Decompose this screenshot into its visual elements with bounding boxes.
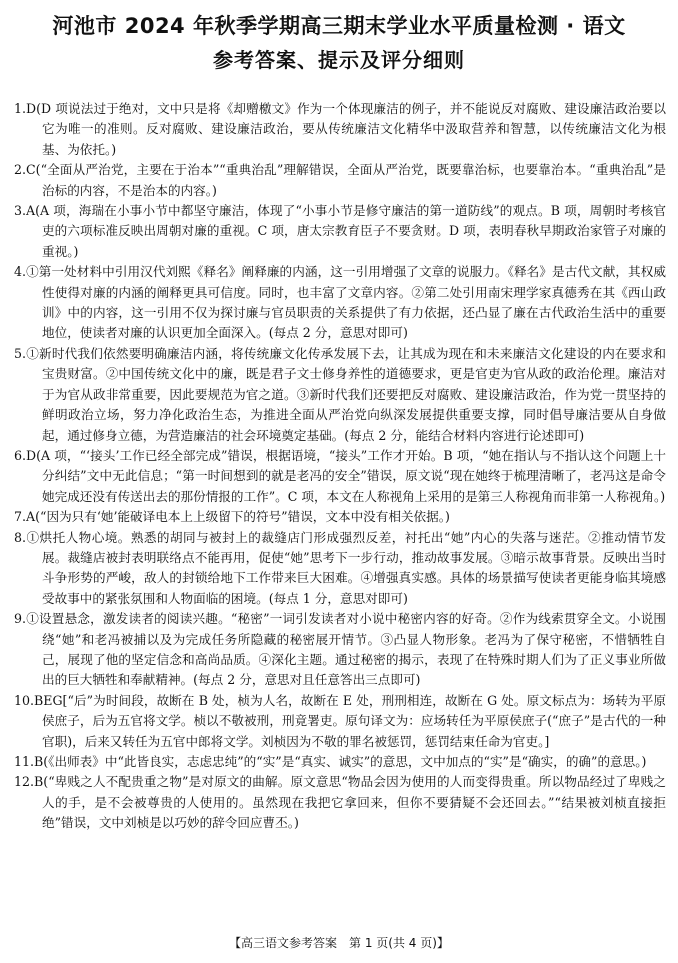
answer-number: 7. bbox=[14, 509, 27, 525]
answer-number: 5. bbox=[14, 345, 27, 361]
answer-number: 4. bbox=[14, 264, 27, 280]
answer-text: D(A 项，“‘接头’工作已经全部完成”错误，根据语境，“接头”工作才开始。B 项，“她在指认与不指认这个问题上十分纠结”文中无此信息；“第一时间想到的就是老冯的安全”错误，原文说“现在她终于梳理清晰了，老冯这是命令她完成还没有传送出去的那份情报的工作”。C 项，本文在人称视角上采用的是第三人称视角而非第一人称视角。) bbox=[26, 447, 666, 504]
answer-item-5 bbox=[14, 344, 666, 446]
answer-text: B(《出师表》中“此皆良实，志虑忠纯”的“实”是“真实、诚实”的意思，文中加点的“实”是“确实，的确”的意思。) bbox=[34, 754, 647, 769]
answer-number: 2. bbox=[14, 162, 27, 178]
answer-text: ①新时代我们依然要明确廉洁内涵，将传统廉文化传承发展下去，让其成为现在和未来廉洁文化建设的内在要求和宝贵财富。②中国传统文化中的廉，既是君子文士修身养性的道德要求，更是官吏为官从政的政治伦理。廉洁对于为官从政非常重要，因此要规范为官之道。③新时代我们还要把反对腐败、建设廉洁政治，作为党一贯坚持的鲜明政治立场，努力净化政治生态，为推进全面从严治党向纵深发展提供重要支撑，同时倡导廉洁要从自身做起，通过修身立德，为营造廉洁的社会环境奠定基础。(每点 2 分，能结合材料内容进行论述即可) bbox=[26, 345, 666, 443]
page-title: 河池市 2024 年秋季学期高三期末学业水平质量检测 · 语文 bbox=[52, 14, 626, 38]
answer-item-8 bbox=[14, 528, 666, 610]
answer-item-3 bbox=[14, 201, 666, 262]
answer-text: C(“全面从严治党，主要在于治本”“重典治乱”理解错误，全面从严治党，既要靠治标，也要靠治本。“重典治乱”是治标的内容，不是治本的内容。) bbox=[26, 162, 666, 198]
answer-number: 8. bbox=[14, 529, 27, 545]
answer-number: 9. bbox=[14, 611, 27, 627]
answer-text: A(A 项，海瑞在小事小节中都坚守廉洁，体现了“小事小节是修守廉洁的第一道防线”的观点。B 项，周朝时考核官吏的六项标准反映出周朝对廉的重视。C 项，唐太宗教育臣子不要贪财。D 项，表明春秋早期政治家管子对廉的重视。) bbox=[26, 203, 666, 259]
page-footer: 【高三语文参考答案 第 1 页(共 4 页)】 bbox=[229, 936, 449, 950]
page-subtitle: 参考答案、提示及评分细则 bbox=[213, 48, 465, 72]
answer-item-12 bbox=[14, 772, 666, 833]
answer-item-1 bbox=[14, 99, 666, 160]
answer-number: 11. bbox=[14, 754, 35, 769]
answer-number: 6. bbox=[14, 447, 27, 463]
answer-number: 1. bbox=[14, 101, 27, 116]
answer-text: ①设置悬念，激发读者的阅读兴趣。“秘密”一词引发读者对小说中秘密内容的好奇。②作为线索贯穿全文。小说围绕“她”和老冯被捕以及为完成任务所隐藏的秘密展开情节。③凸显人物形象。老冯为了保守秘密，不惜牺牲自己，展现了他的坚定信念和高尚品质。④深化主题。通过秘密的揭示，表现了在特殊时期人们为了正义事业所做出的巨大牺牲和奉献精神。(每点 2 分，意思对且任意答出三点即可) bbox=[26, 611, 666, 688]
answer-item-4 bbox=[14, 262, 666, 344]
answer-text: B(“卑贱之人不配贵重之物”是对原文的曲解。原文意思“物品会因为使用的人而变得贵重。所以物品经过了卑贱之人的手，是不会被尊贵的人使用的。虽然现在我把它拿回来，但你不要猜疑不会还回去。”“结果被刘桢直接拒绝”错误，文中刘桢是以巧妙的辞令回应曹丕。) bbox=[34, 774, 666, 831]
answer-text: ①烘托人物心境。熟悉的胡同与被封上的裁缝店门形成强烈反差，衬托出“她”内心的失落与迷茫。②推动情节发展。裁缝店被封表明联络点不能再用，促使“她”思考下一步行动，推动故事发展。③暗示故事背景。反映出当时斗争形势的严峻，敌人的封锁给地下工作带来巨大困难。④增强真实感。具体的场景描写使读者更能身临其境感受故事中的紧张氛围和人物面临的困境。(每点 1 分，意思对即可) bbox=[26, 529, 666, 606]
answer-number: 3. bbox=[14, 203, 27, 219]
answer-text: ①第一处材料中引用汉代刘熙《释名》阐释廉的内涵，这一引用增强了文章的说服力。《释名》是古代文献，其权威性使得对廉的内涵的阐释更具可信度。同时，也丰富了文章内容。②第二处引用南宋理学家真德秀在其《西山政训》中的内容，这一引用不仅为探讨廉与官员职责的关系提供了有力依据，还凸显了廉在古代政治生活中的重要地位，使读者对廉的认识更加全面深入。(每点 2 分，意思对即可) bbox=[26, 264, 666, 341]
answer-item-11 bbox=[14, 752, 666, 772]
answer-item-10 bbox=[14, 691, 666, 752]
answer-number: 10. bbox=[14, 692, 35, 708]
answer-list bbox=[14, 99, 666, 834]
answer-item-9 bbox=[14, 609, 666, 691]
answer-item-7 bbox=[14, 507, 666, 527]
answer-text: A(“因为只有‘她’能破译电本上上级留下的符号”错误，文本中没有相关依据。) bbox=[26, 509, 450, 525]
answer-item-2 bbox=[14, 160, 666, 201]
answer-number: 12. bbox=[14, 774, 35, 790]
answer-item-6 bbox=[14, 446, 666, 507]
answer-text: BEG[“后”为时间段，故断在 B 处，桢为人名，故断在 E 处，刑刑相连，故断在 G 处。原文标点为：场转为平原侯庶子，后为五官将文学。桢以不敬被刑，刑竟署吏。原句译文为：应场转任为平原侯庶子(“庶子”是古代的一种官职)，后来又转任为五官中郎将文学。刘桢因为不敬的罪名被惩罚，惩罚结束任命为官吏。] bbox=[34, 692, 666, 749]
answer-text: D(D 项说法过于绝对，文中只是将《却赠檄文》作为一个体现廉洁的例子，并不能说反对腐败、建设廉洁政治要以它为唯一的准则。反对腐败、建设廉洁政治，要从传统廉洁文化精华中汲取营养和智慧，以传统廉洁文化为根基、为依托。) bbox=[26, 101, 666, 157]
